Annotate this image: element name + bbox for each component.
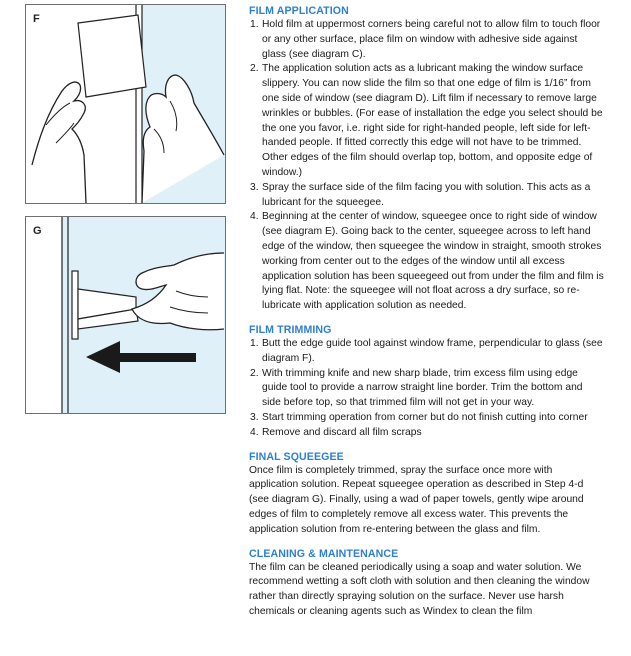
diagram-g-illustration (26, 217, 225, 413)
film-application-heading: FILM APPLICATION (249, 5, 349, 17)
list-item: 3. Spray the surface side of the film facing you with solution. This acts as a lubricant for the squeegee. (250, 181, 591, 208)
final-squeegee-heading: FINAL SQUEEGEE (249, 450, 344, 463)
list-item: 3. Start trimming operation from corner but do not finish cutting into corner (250, 411, 588, 423)
film-trimming-heading: FILM TRIMMING (249, 323, 332, 336)
diagram-f-illustration (26, 5, 225, 203)
film-trimming-steps (249, 337, 604, 441)
list-item: 2. The application solution acts as a lubricant making the window surface slippery. You can now slide the film so that one edge of film is 1/16” from one side of window (see diagram D). Lift film if necessary to remove large wrinkles or bubbles. (For ease of installation the edge you select should be the one you favor, i.e. right side for right-handed people, left side for left-handed people. If fitted correctly this edge will not have to be trimmed. Other edges of the film should overlap top, bottom, and opposite edge of window.) (250, 63, 603, 178)
cleaning-heading: CLEANING & MAINTENANCE (249, 547, 399, 560)
list-item: 2. With trimming knife and new sharp blade, trim excess film using edge guide tool to provide a narrow straight line border. Trim the bottom and side before top, so that trimmed film will not get in your way. (250, 367, 583, 409)
diagram-g (25, 216, 226, 414)
cleaning-text: The film can be cleaned periodically using a soap and water solution. We recommend wetting a soft cloth with solution and then cleaning the window rather than directly spraying solution on the surface. Never use harsh chemicals or cleaning agents such as Windex to clean the film (249, 561, 590, 617)
list-item: 1. Butt the edge guide tool against window frame, perpendicular to glass (see diagram F). (250, 337, 603, 364)
list-item: 4. Remove and discard all film scraps (250, 426, 422, 438)
list-item: 4. Beginning at the center of window, squeegee once to right side of window (see diagram E). Going back to the center, squeegee across to left hand edge of the window, then squeegee the window in straight, smooth strokes working from center out to the edges of the window until all excess application solution has been squeegeed out from under the film and film is lying flat. Note: the squeegee will not float across a dry surface, so re-lubricate with application solution as needed. (250, 211, 604, 312)
diagram-g-label: G (33, 225, 42, 237)
list-item: 1. Hold film at uppermost corners being careful not to allow film to touch floor or any other surface, place film on window with adhesive side against glass (see diagram C). (250, 19, 601, 60)
diagram-f-label: F (33, 13, 40, 25)
final-squeegee-text: Once film is completely trimmed, spray the surface once more with application solution. Repeat squeegee operation as described in Step 4-d (see diagram G). Finally, using a wad of paper towels, gently wipe around edges of film to completely remove all excess water. This prevents the application solution from re-entering between the glass and film. (249, 464, 584, 535)
instructions-column (249, 4, 604, 620)
diagram-f (25, 4, 226, 204)
film-application-steps (249, 18, 604, 314)
